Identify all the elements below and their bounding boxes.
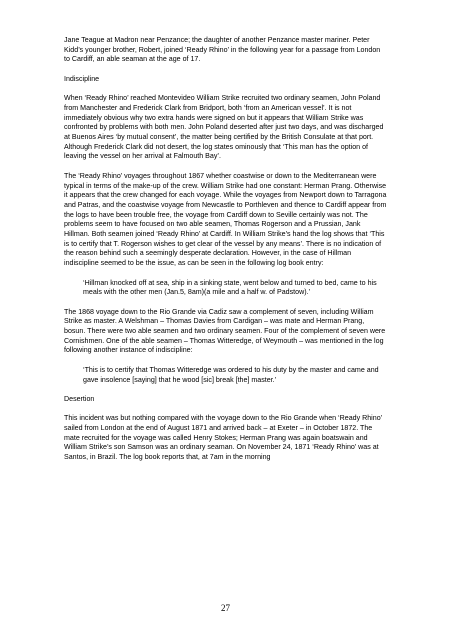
quote-witteredge: ‘This is to certify that Thomas Witteredge was ordered to his duty by the master and came and gave insolence [saying] that he wood [sic] break [the] master.’ — [83, 365, 379, 384]
paragraph-1868-voyage: The 1868 voyage down to the Rio Grande via Cadiz saw a complement of seven, including William Strike as master. A Welshman – Thomas Davies from Cardigan – was mate and Herman Prang, bosun. There were two able seamen and two ordinary seamen. Four of the complement of seven were Cornishmen. One of the able seamen – Thomas Witteredge, of Weymouth – was mentioned in the log following another instance of indiscipline: — [64, 307, 386, 355]
body-text — [64, 36, 387, 473]
heading-desertion: Desertion — [64, 394, 95, 403]
paragraph-montevideo: When ‘Ready Rhino’ reached Montevideo William Strike recruited two ordinary seamen, John Poland from Manchester and Frederick Clark from Bridport, both ‘from an American vessel’. It is not immediately obvious why two extra hands were signed on but it appears that William Strike was confronted by problems with both men. John Poland deserted after just two days, and was discharged at Buenos Aires ‘by mutual consent’, the matter being certified by the British Consulate at that port. Although Frederick Clark did not desert, the log states ominously that ‘This man has the option of leaving the vessel on her arrival at Falmouth Bay’. — [64, 94, 384, 161]
quote-hillman: ‘Hillman knocked off at sea, ship in a sinking state, went below and turned to bed, came to his meals with the other men (Jan.5, 8am)(a mile and a half w. of Padstow).’ — [83, 278, 377, 297]
paragraph-rio-grande: This incident was but nothing compared with the voyage down to the Rio Grande when ‘Ready Rhino’ sailed from London at the end of August 1871 and arrived back – at Exeter – in October 1872. The mate recruited for the voyage was called Henry Stokes; Herman Prang was again boatswain and William Strike’s son Samson was an ordinary seaman. On November 24, 1871 ‘Ready Rhino’ was at Santos, in Brazil. The log book reports that, at 7am in the morning — [64, 414, 382, 462]
paragraph-1867-voyages: The ‘Ready Rhino’ voyages throughout 1867 whether coastwise or down to the Mediterranean were typical in terms of the make-up of the crew. William Strike had one constant: Herman Prang. Otherwise it appears that the crew changed for each voyage. While the voyages from Newport down to Tarragona and Patras, and the coastwise voyage from Newcastle to Porthleven and thence to Cardiff appear from the logs to have been trouble free, the voyage from Cardiff down to Seville certainly was not. The problems seem to have focused on two able seamen, Thomas Rogerson and a Prussian, Jank Hillman. Both seamen joined ‘Ready Rhino’ at Cardiff. In William Strike’s hand the log shows that ‘This is to certify that T. Rogerson wishes to get clear of the vessel by any means’. There is no indication of the reason behind such a seemingly desperate declaration. However, in the case of Hillman indiscipline seemed to be the issue, as can be seen in the following log book entry: — [64, 171, 387, 268]
page-number: 27 — [221, 603, 230, 613]
paragraph-intro: Jane Teague at Madron near Penzance; the daughter of another Penzance master mariner. Peter Kidd’s younger brother, Robert, joined ‘Ready Rhino’ in the following year for a passage from London to Cardiff, an able seaman at the age of 17. — [64, 36, 381, 64]
heading-indiscipline: Indiscipline — [64, 74, 100, 83]
